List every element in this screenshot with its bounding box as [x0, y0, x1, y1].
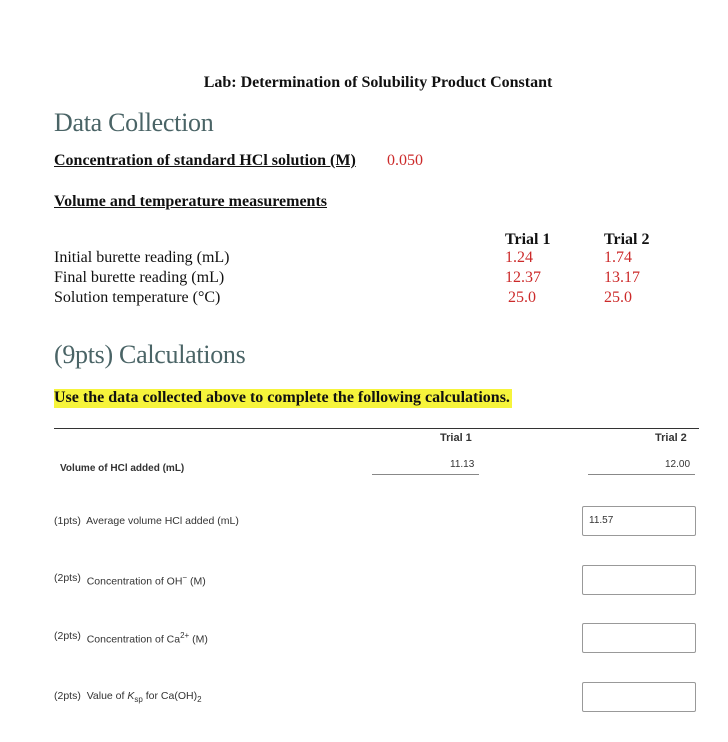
initial-burette-trial1: 1.24	[505, 249, 533, 266]
hcl-concentration-value: 0.050	[387, 152, 423, 169]
q2-points: (2pts)	[54, 571, 81, 584]
q4-subscript: 2	[197, 695, 202, 705]
volume-temperature-heading: Volume and temperature measurements	[54, 193, 328, 210]
table-top-rule	[54, 428, 699, 429]
solution-temperature-trial1: 25.0	[508, 289, 536, 306]
calc-trial1-header: Trial 1	[440, 432, 472, 444]
instruction-highlight: Use the data collected above to complete the following calculations.	[54, 389, 510, 406]
volume-trial1-underline	[372, 474, 479, 475]
lab-title: Lab: Determination of Solubility Product Constant	[203, 74, 553, 91]
q3-superscript: 2+	[180, 631, 190, 640]
q2-unit: (M)	[190, 575, 206, 588]
initial-burette-label: Initial burette reading (mL)	[54, 249, 230, 266]
calculations-heading: (9pts) Calculations	[54, 340, 246, 369]
q3-points: (2pts)	[54, 629, 81, 642]
q1-points: (1pts)	[54, 515, 81, 527]
ksp-input[interactable]	[582, 682, 696, 712]
final-burette-label: Final burette reading (mL)	[54, 269, 225, 286]
q4-text-pre: Value of	[86, 690, 128, 702]
volume-hcl-trial1: 11.13	[450, 459, 475, 470]
q3-unit: (M)	[192, 633, 208, 646]
initial-burette-trial2: 1.74	[604, 249, 632, 266]
q2-superscript: −	[182, 573, 188, 582]
avg-volume-input[interactable]: 11.57	[582, 506, 696, 536]
q3-label	[54, 631, 208, 646]
solution-temperature-trial2: 25.0	[604, 289, 632, 306]
dc-trial1-header: Trial 1	[505, 231, 551, 248]
hcl-concentration-label: Concentration of standard HCl solution (M)	[54, 152, 356, 169]
q2-label	[54, 573, 206, 588]
q4-k-subscript: sp	[134, 695, 143, 705]
data-collection-heading: Data Collection	[54, 108, 214, 137]
oh-concentration-input[interactable]	[582, 565, 696, 595]
ca-concentration-input[interactable]	[582, 623, 696, 653]
volume-hcl-label: Volume of HCl added (mL)	[60, 463, 185, 474]
final-burette-trial2: 13.17	[604, 269, 640, 286]
volume-trial2-underline	[588, 474, 695, 475]
solution-temperature-label: Solution temperature (°C)	[54, 289, 221, 306]
volume-hcl-trial2: 12.00	[665, 459, 691, 470]
q4-k-symbol: K	[127, 690, 135, 702]
q2-text: Concentration of OH	[86, 575, 183, 588]
calc-trial2-header: Trial 2	[655, 432, 687, 444]
q3-text: Concentration of Ca	[86, 633, 181, 646]
dc-trial2-header: Trial 2	[604, 231, 650, 248]
q4-text-mid: for Ca(OH)	[142, 690, 198, 702]
q1-text: Average volume HCl added (mL)	[86, 515, 239, 527]
q1-label	[54, 515, 239, 527]
q4-points: (2pts)	[54, 690, 81, 702]
final-burette-trial1: 12.37	[505, 269, 541, 286]
q4-label	[54, 690, 202, 704]
